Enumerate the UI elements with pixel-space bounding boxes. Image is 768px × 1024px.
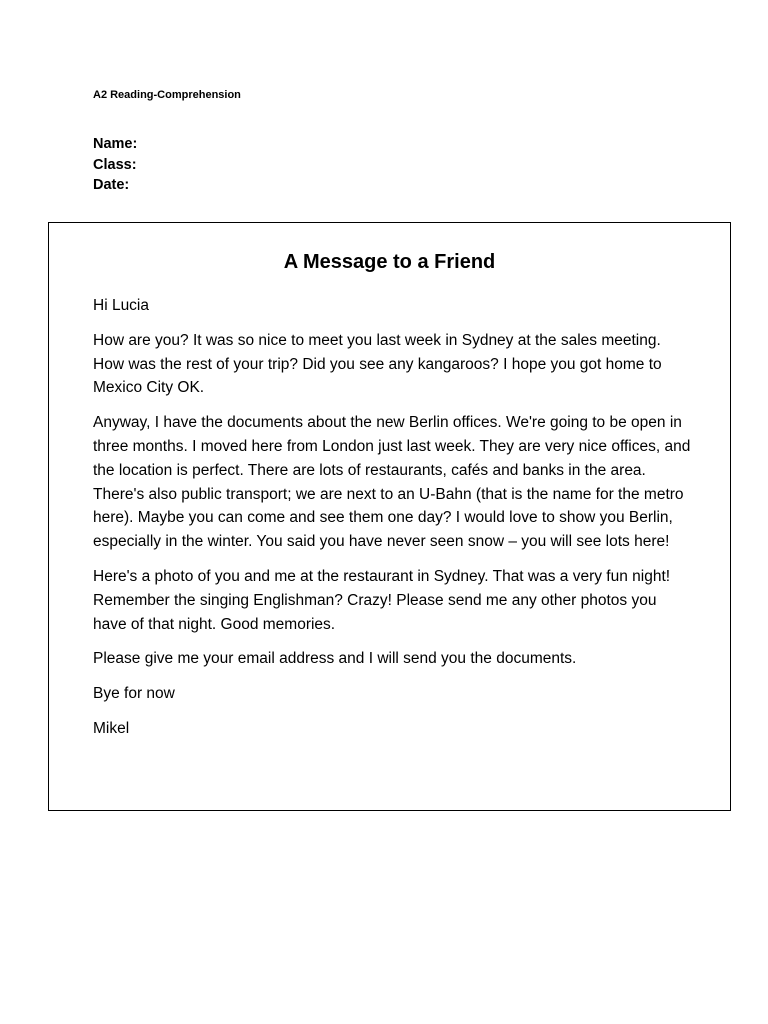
letter-body	[93, 294, 693, 752]
worksheet-level-label: A2 Reading-Comprehension	[93, 89, 241, 101]
class-field-label: Class:	[93, 156, 137, 173]
letter-paragraph-4: Please give me your email address and I will send you the documents.	[93, 650, 577, 668]
letter-closing: Bye for now	[93, 685, 175, 703]
student-info-fields	[93, 134, 137, 196]
letter-box	[48, 222, 731, 811]
letter-paragraph-2: Anyway, I have the documents about the new Berlin offices. We're going to be open in three months. I moved here from London just last week. They are very nice offices, and the location is perfect. There are lots of restaurants, cafés and banks in the area. There's also public transport; we are next to an U-Bahn (that is the name for the metro here). Maybe you can come and see them one day? I would love to show you Berlin, especially in the winter. You said you have never seen snow – you will see lots here!	[93, 414, 691, 551]
letter-greeting: Hi Lucia	[93, 297, 149, 314]
letter-title: A Message to a Friend	[283, 251, 496, 273]
letter-paragraph-1: How are you? It was so nice to meet you last week in Sydney at the sales meeting. How was the rest of your trip? Did you see any kangaroos? I hope you got home to Mexico City OK.	[93, 331, 662, 397]
name-field-label: Name:	[93, 136, 138, 152]
letter-paragraph-3: Here's a photo of you and me at the restaurant in Sydney. That was a very fun night! Remember the singing Englishman? Crazy! Please send me any other photos you have of that night. Good memories.	[93, 567, 671, 633]
date-field-label: Date:	[93, 177, 130, 193]
letter-signature: Mikel	[93, 719, 130, 737]
